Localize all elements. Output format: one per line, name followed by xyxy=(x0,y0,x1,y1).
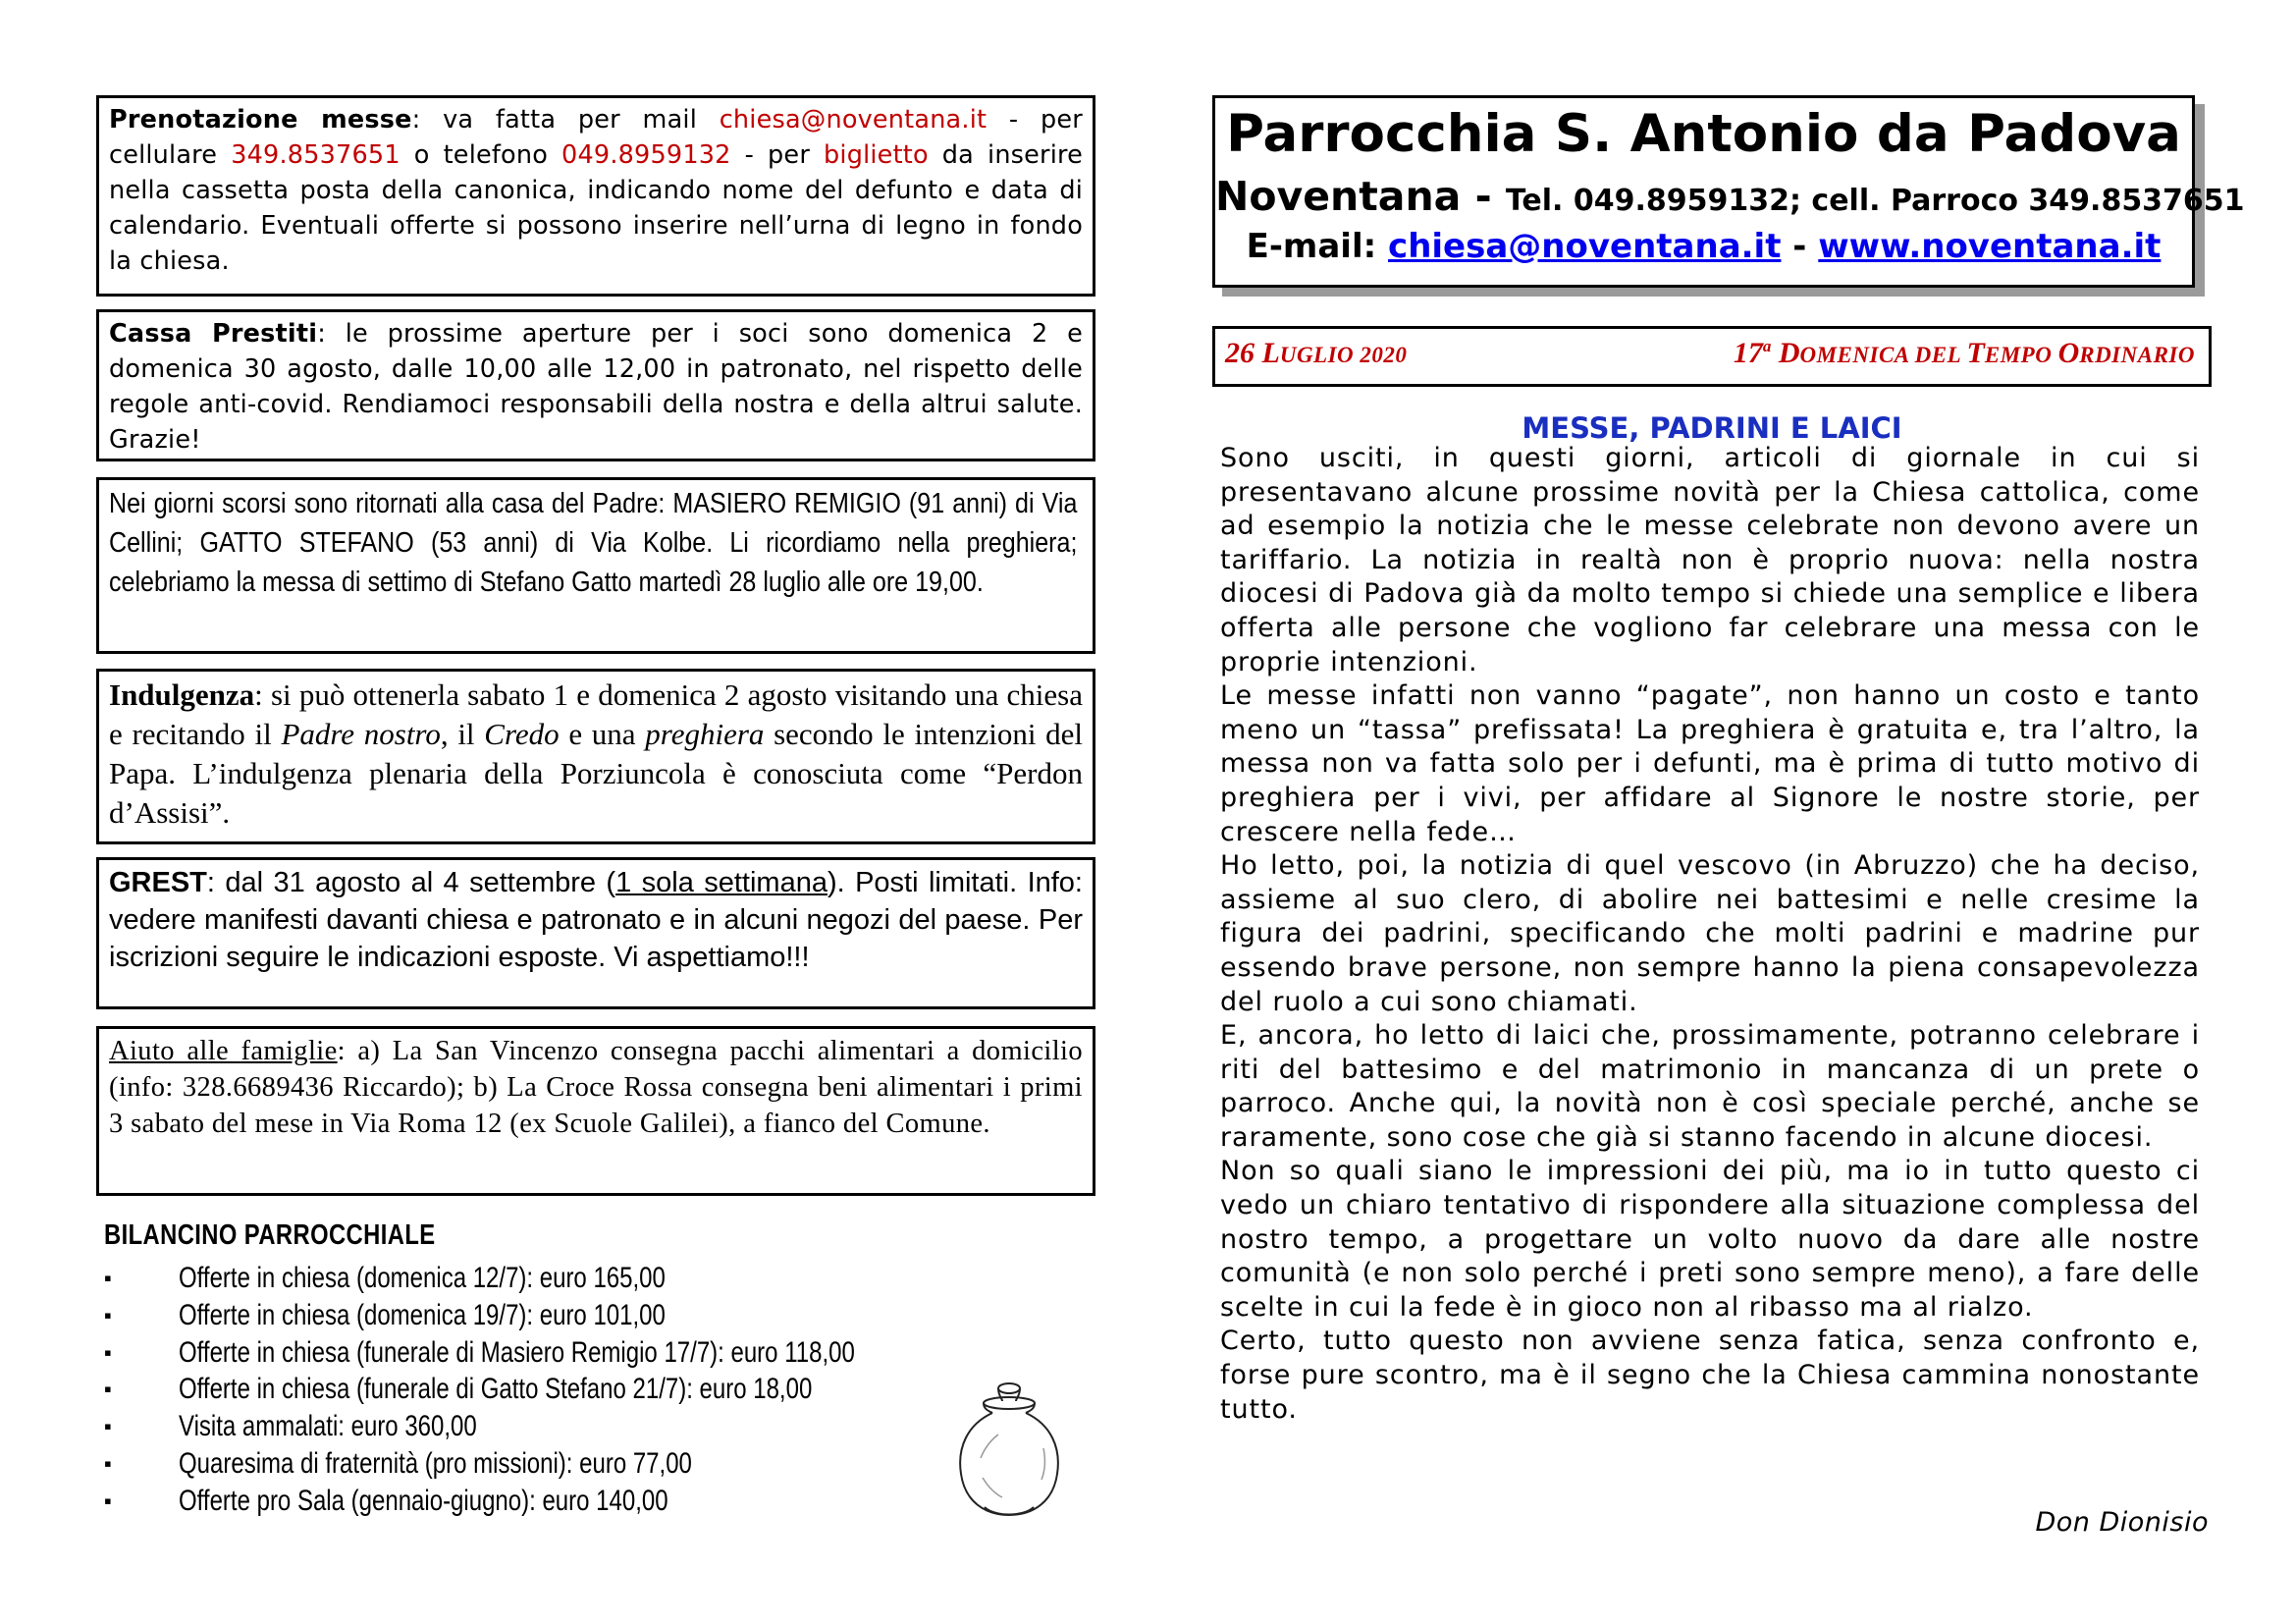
prenotazione-segment: - per xyxy=(730,140,825,170)
bilancino-item-text: Quaresima di fraternità (pro missioni): euro 77,00 xyxy=(179,1446,692,1480)
article-signature: Don Dionisio xyxy=(2035,1507,2209,1538)
cassa-prestiti-segment: Cassa Prestiti xyxy=(109,319,318,349)
grest-segment: ). Posti limitati. Info: vedere manifesti davanti chiesa e patronato e in alcuni negozi del paese. Per iscrizioni seguire le indicazioni esposte. Vi aspettiamo!!! xyxy=(109,867,1083,973)
bilancino-item-text: Offerte in chiesa (domenica 19/7): euro 101,00 xyxy=(179,1298,666,1331)
liturgical-sunday: 17$^a$ DOMENICA DEL TEMPO ORDINARIO xyxy=(1733,337,2195,369)
bilancino-item xyxy=(104,1408,988,1445)
bullet-icon: ▪ xyxy=(104,1266,112,1290)
box-prenotazione-text xyxy=(109,102,1083,279)
bilancino-item xyxy=(104,1483,988,1520)
article-paragraph: Ho letto, poi, la notizia di quel vescovo (in Abruzzo) che ha deciso, assieme al suo clero, di abolire nei battesimi e nelle cresime la figura dei padrini, specificando che molti padrini e madrine pur essendo brave persone, non sempre hanno la piena consapevolezza del ruolo a cui sono chiamati. xyxy=(1220,850,2200,1017)
cassa-prestiti-segment: : le prossime aperture per i soci sono domenica 2 e domenica 30 agosto, dalle 10,00 alle 12,00 in patronato, nel rispetto delle regole anti-covid. Rendiamoci responsabili della nostra e della altrui salute. Grazie! xyxy=(109,319,1084,455)
bilancino-item xyxy=(104,1445,988,1483)
defunti-segment: Nei giorni scorsi sono ritornati alla casa del Padre: MASIERO REMIGIO (91 anni) di Via Cellini; GATTO STEFANO (53 anni) di Via Kolbe. Li ricordiamo nella preghiera; celebriamo la messa di settimo di Stefano Gatto martedì 28 luglio alle ore 19,00. xyxy=(109,488,1078,598)
article-paragraph: Le messe infatti non vanno “pagate”, non hanno un costo e tanto meno un “tassa” prefissata! La preghiera è gratuita e, tra l’altro, la messa non va fatta solo per i defunti, ma è prima di tutto motivo di preghiera per i vivi, per affidare al Signore le nostre storie, per crescere nella fede… xyxy=(1220,680,2200,847)
box-indulgenza-text xyxy=(109,676,1083,833)
bilancino-item xyxy=(104,1334,988,1372)
bilancino-title: BILANCINO PARROCCHIALE xyxy=(104,1219,436,1251)
prenotazione-segment[interactable]: 049.8959132 xyxy=(561,140,731,170)
offering-vase-illustration xyxy=(955,1380,1063,1522)
bilancino-item xyxy=(104,1371,988,1408)
bilancino-list xyxy=(104,1260,988,1520)
bullet-icon: ▪ xyxy=(104,1339,112,1365)
parish-web-line xyxy=(1215,222,2192,271)
issue-date: 26 LUGLIO 2020 xyxy=(1225,337,1408,369)
parish-header xyxy=(1212,95,2245,288)
prenotazione-segment[interactable]: biglietto xyxy=(824,140,929,170)
article-paragraph: Non so quali siano le impressioni dei più, ma io in tutto questo ci vedo un chiaro tentativo di rispondere alla situazione complessa del nostro tempo, a progettare un volto nuovo da dare alle nostre comunità (e non solo perché i preti sono sempre meno), a fare delle scelte in cui la fede è in gioco non al ribasso ma al rialzo. xyxy=(1220,1156,2200,1323)
grest-segment: : dal 31 agosto al 4 settembre ( xyxy=(206,867,616,898)
bullet-icon: ▪ xyxy=(104,1414,112,1439)
indulgenza-segment: Indulgenza xyxy=(109,677,255,712)
box-grest-text xyxy=(109,864,1083,976)
indulgenza-segment: , il xyxy=(440,717,485,751)
website-link[interactable]: www.noventana.it xyxy=(1818,227,2162,266)
parish-phones: Tel. 049.8959132; cell. Parroco 349.8537651 xyxy=(1505,184,2245,218)
article-paragraph: E, ancora, ho letto di laici che, prossimamente, potranno celebrare i riti del battesimo e del matrimonio in mancanza di un prete o parroco. Anche qui, la novità non è così speciale perché, anche se raramente, sono cose che già si stanno facendo in alcune diocesi. xyxy=(1220,1020,2200,1153)
indulgenza-segment: e una xyxy=(559,717,646,751)
prenotazione-segment: : va fatta per mail xyxy=(411,105,720,135)
famiglie-segment: : a) La San Vincenzo consegna pacchi alimentari a domicilio (info: 328.6689436 Riccardo); b) La Croce Rossa consegna beni alimentari i primi 3 sabato del mese in Via Roma 12 (ex Scuole Galilei), a fianco del Comune. xyxy=(109,1036,1083,1139)
article-body xyxy=(1220,442,2200,1427)
indulgenza-segment: secondo le intenzioni del Papa. L’indulgenza plenaria della Porziuncola è conosciuta come “Perdon d’Assisi”. xyxy=(109,717,1084,830)
box-cassa-prestiti-text xyxy=(109,316,1083,458)
famiglie-segment: Aiuto alle famiglie xyxy=(109,1036,338,1066)
bullet-icon: ▪ xyxy=(104,1450,112,1476)
prenotazione-segment: o telefono xyxy=(400,140,562,170)
bilancino-item-text: Offerte in chiesa (funerale di Masiero Remigio 17/7): euro 118,00 xyxy=(179,1335,855,1369)
box-aiuto-famiglie xyxy=(96,1026,1095,1196)
box-prenotazione-messe xyxy=(96,95,1095,297)
date-bar xyxy=(1212,326,2212,387)
email-label: E-mail: xyxy=(1246,227,1389,266)
bullet-icon: ▪ xyxy=(104,1377,112,1402)
email-link[interactable]: chiesa@noventana.it xyxy=(1388,227,1782,266)
grest-segment: GREST xyxy=(109,867,207,898)
parish-town: Noventana - xyxy=(1215,173,1506,220)
prenotazione-segment[interactable]: 349.8537651 xyxy=(231,140,400,170)
grest-segment: 1 sola settimana xyxy=(615,867,828,898)
prenotazione-segment: da inserire nella cassetta posta della canonica, indicando nome del defunto e data di calendario. Eventuali offerte si possono inserire nell’urna di legno in fondo la chiesa. xyxy=(109,140,1084,276)
bilancino-item-text: Visita ammalati: euro 360,00 xyxy=(179,1410,477,1443)
parish-title: Parrocchia S. Antonio da Padova xyxy=(1226,104,2181,164)
article-paragraph: Sono usciti, in questi giorni, articoli di giornale in cui si presentavano alcune prossime novità per la Chiesa cattolica, come ad esempio la notizia che le messe celebrate non devono avere un tariffario. La notizia in realtà non è proprio nuova: nella nostra diocesi di Padova già da molto tempo si chiede una semplice e libera offerta alle persone che vogliono far celebrare una messa con le proprie intenzioni. xyxy=(1220,443,2200,677)
article-title: MESSE, PADRINI E LAICI xyxy=(1522,411,1902,445)
indulgenza-segment: Padre nostro xyxy=(281,717,441,751)
indulgenza-segment: Credo xyxy=(484,717,560,751)
bilancino-item xyxy=(104,1260,988,1297)
bilancino-item-text: Offerte pro Sala (gennaio-giugno): euro 140,00 xyxy=(179,1484,668,1517)
prenotazione-segment: - per cellulare xyxy=(109,105,1083,170)
box-indulgenza xyxy=(96,669,1095,844)
bilancino-item xyxy=(104,1297,988,1334)
web-separator: - xyxy=(1781,227,1819,266)
bilancino-item-text: Offerte in chiesa (domenica 12/7): euro 165,00 xyxy=(179,1262,666,1294)
article-paragraph: Certo, tutto questo non avviene senza fatica, senza confronto e, forse pure scontro, ma è il segno che la Chiesa cammina nonostante tutto. xyxy=(1220,1326,2200,1425)
bilancino-item-text: Offerte in chiesa (funerale di Gatto Stefano 21/7): euro 18,00 xyxy=(179,1373,813,1406)
prenotazione-segment: Prenotazione messe xyxy=(109,105,412,135)
box-defunti xyxy=(96,477,1095,654)
indulgenza-segment: : si può ottenerla sabato 1 e domenica 2 agosto visitando una chiesa e recitando il xyxy=(109,677,1083,751)
box-defunti-text xyxy=(109,484,1077,602)
box-aiuto-famiglie-text xyxy=(109,1033,1083,1142)
bullet-icon: ▪ xyxy=(104,1302,112,1327)
prenotazione-segment[interactable]: chiesa@noventana.it xyxy=(719,105,988,135)
indulgenza-segment: preghiera xyxy=(645,717,765,751)
bullet-icon: ▪ xyxy=(104,1488,112,1513)
box-cassa-prestiti xyxy=(96,309,1095,461)
box-grest xyxy=(96,857,1095,1009)
